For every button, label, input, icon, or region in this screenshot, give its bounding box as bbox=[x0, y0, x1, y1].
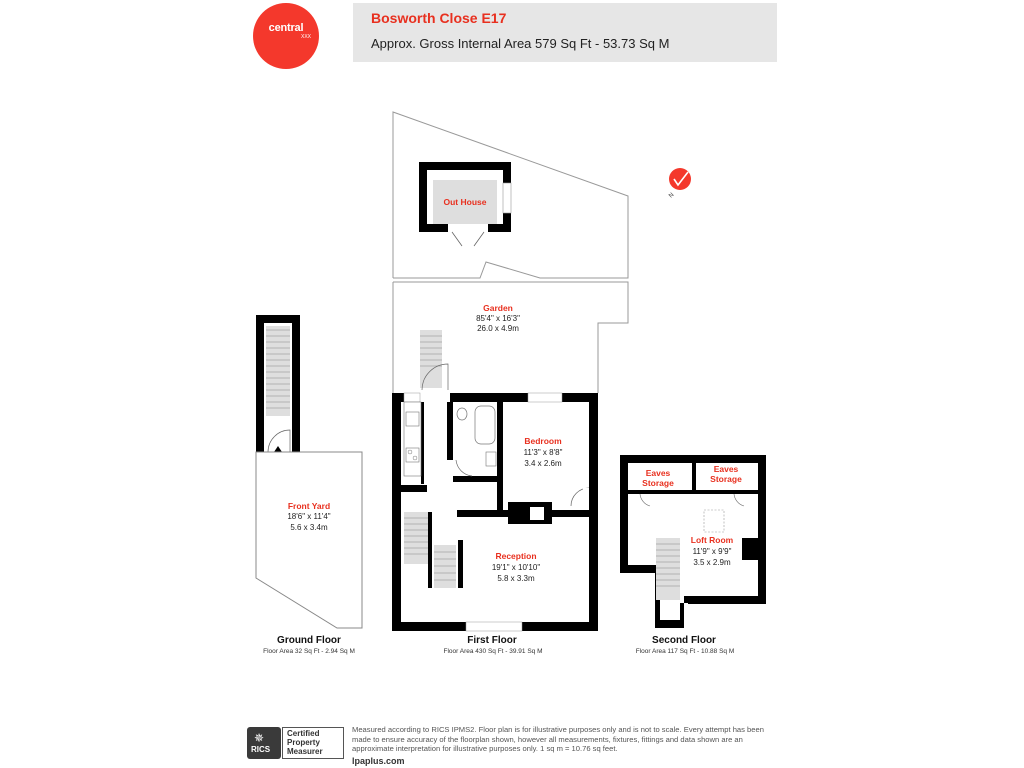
garden-imperial: 85'4" x 16'3" bbox=[476, 314, 520, 323]
front-yard-label: Front Yard bbox=[287, 501, 331, 511]
rics-swirl-icon: ✵ bbox=[254, 731, 265, 745]
eaves-left-label: Eaves bbox=[645, 468, 671, 478]
reception-imperial: 19'1" x 10'10" bbox=[491, 563, 541, 572]
website-link[interactable]: lpaplus.com bbox=[352, 756, 405, 766]
certified-line-1: Certified bbox=[287, 729, 320, 738]
loft-imperial: 11'9" x 9'9" bbox=[692, 547, 732, 556]
reception-metric: 5.8 x 3.3m bbox=[497, 574, 535, 583]
second-floor-area: Floor Area 117 Sq Ft - 10.88 Sq M bbox=[635, 648, 735, 655]
first-floor-plan bbox=[392, 330, 598, 631]
out-house-label: Out House bbox=[443, 197, 487, 207]
certified-line-2: Property bbox=[287, 738, 320, 747]
ground-floor-plan bbox=[256, 315, 362, 628]
garden-label: Garden bbox=[483, 303, 513, 313]
ground-floor-label: Ground Floor bbox=[277, 635, 341, 646]
bedroom-metric: 3.4 x 2.6m bbox=[524, 459, 562, 468]
eaves-left-label-2: Storage bbox=[642, 478, 674, 488]
rics-logo-text: RICS bbox=[251, 745, 271, 754]
front-yard-imperial: 18'6" x 11'4" bbox=[287, 512, 331, 521]
certified-line-3: Measurer bbox=[287, 747, 323, 756]
front-yard-metric: 5.6 x 3.4m bbox=[290, 523, 328, 532]
compass-north-label: N bbox=[668, 192, 676, 200]
eaves-right-label: Eaves bbox=[713, 464, 739, 474]
loft-metric: 3.5 x 2.9m bbox=[693, 558, 731, 567]
first-floor-area: Floor Area 430 Sq Ft - 39.91 Sq M bbox=[443, 648, 543, 655]
ground-floor-area: Floor Area 32 Sq Ft - 2.94 Sq M bbox=[263, 648, 355, 655]
second-floor-label: Second Floor bbox=[652, 635, 716, 646]
eaves-right-label-2: Storage bbox=[710, 474, 742, 484]
certified-badge-text bbox=[287, 729, 323, 756]
bedroom-imperial: 11'3" x 8'8" bbox=[523, 448, 563, 457]
garden-metric: 26.0 x 4.9m bbox=[477, 324, 519, 333]
bedroom-label: Bedroom bbox=[524, 436, 562, 446]
compass-icon bbox=[669, 168, 691, 190]
first-floor-label: First Floor bbox=[467, 635, 517, 646]
loft-label: Loft Room bbox=[690, 535, 734, 545]
reception-label: Reception bbox=[495, 551, 537, 561]
brand-logo-text: central bbox=[268, 22, 304, 34]
brand-logo-sub: XXX bbox=[301, 34, 312, 40]
gross-area: Approx. Gross Internal Area 579 Sq Ft - 53.73 Sq M bbox=[371, 36, 670, 51]
disclaimer-text: Measured according to RICS IPMS2. Floor plan is for illustrative purposes only and is not to scale. Every attempt has been made to ensure accuracy of the floorplan shown, however all measurements, fixtures, fittings and data shown are an approximate interpretation for illustrative purposes only. 1 sq m = 10.76 sq feet. bbox=[352, 725, 764, 754]
property-title: Bosworth Close E17 bbox=[371, 10, 507, 26]
